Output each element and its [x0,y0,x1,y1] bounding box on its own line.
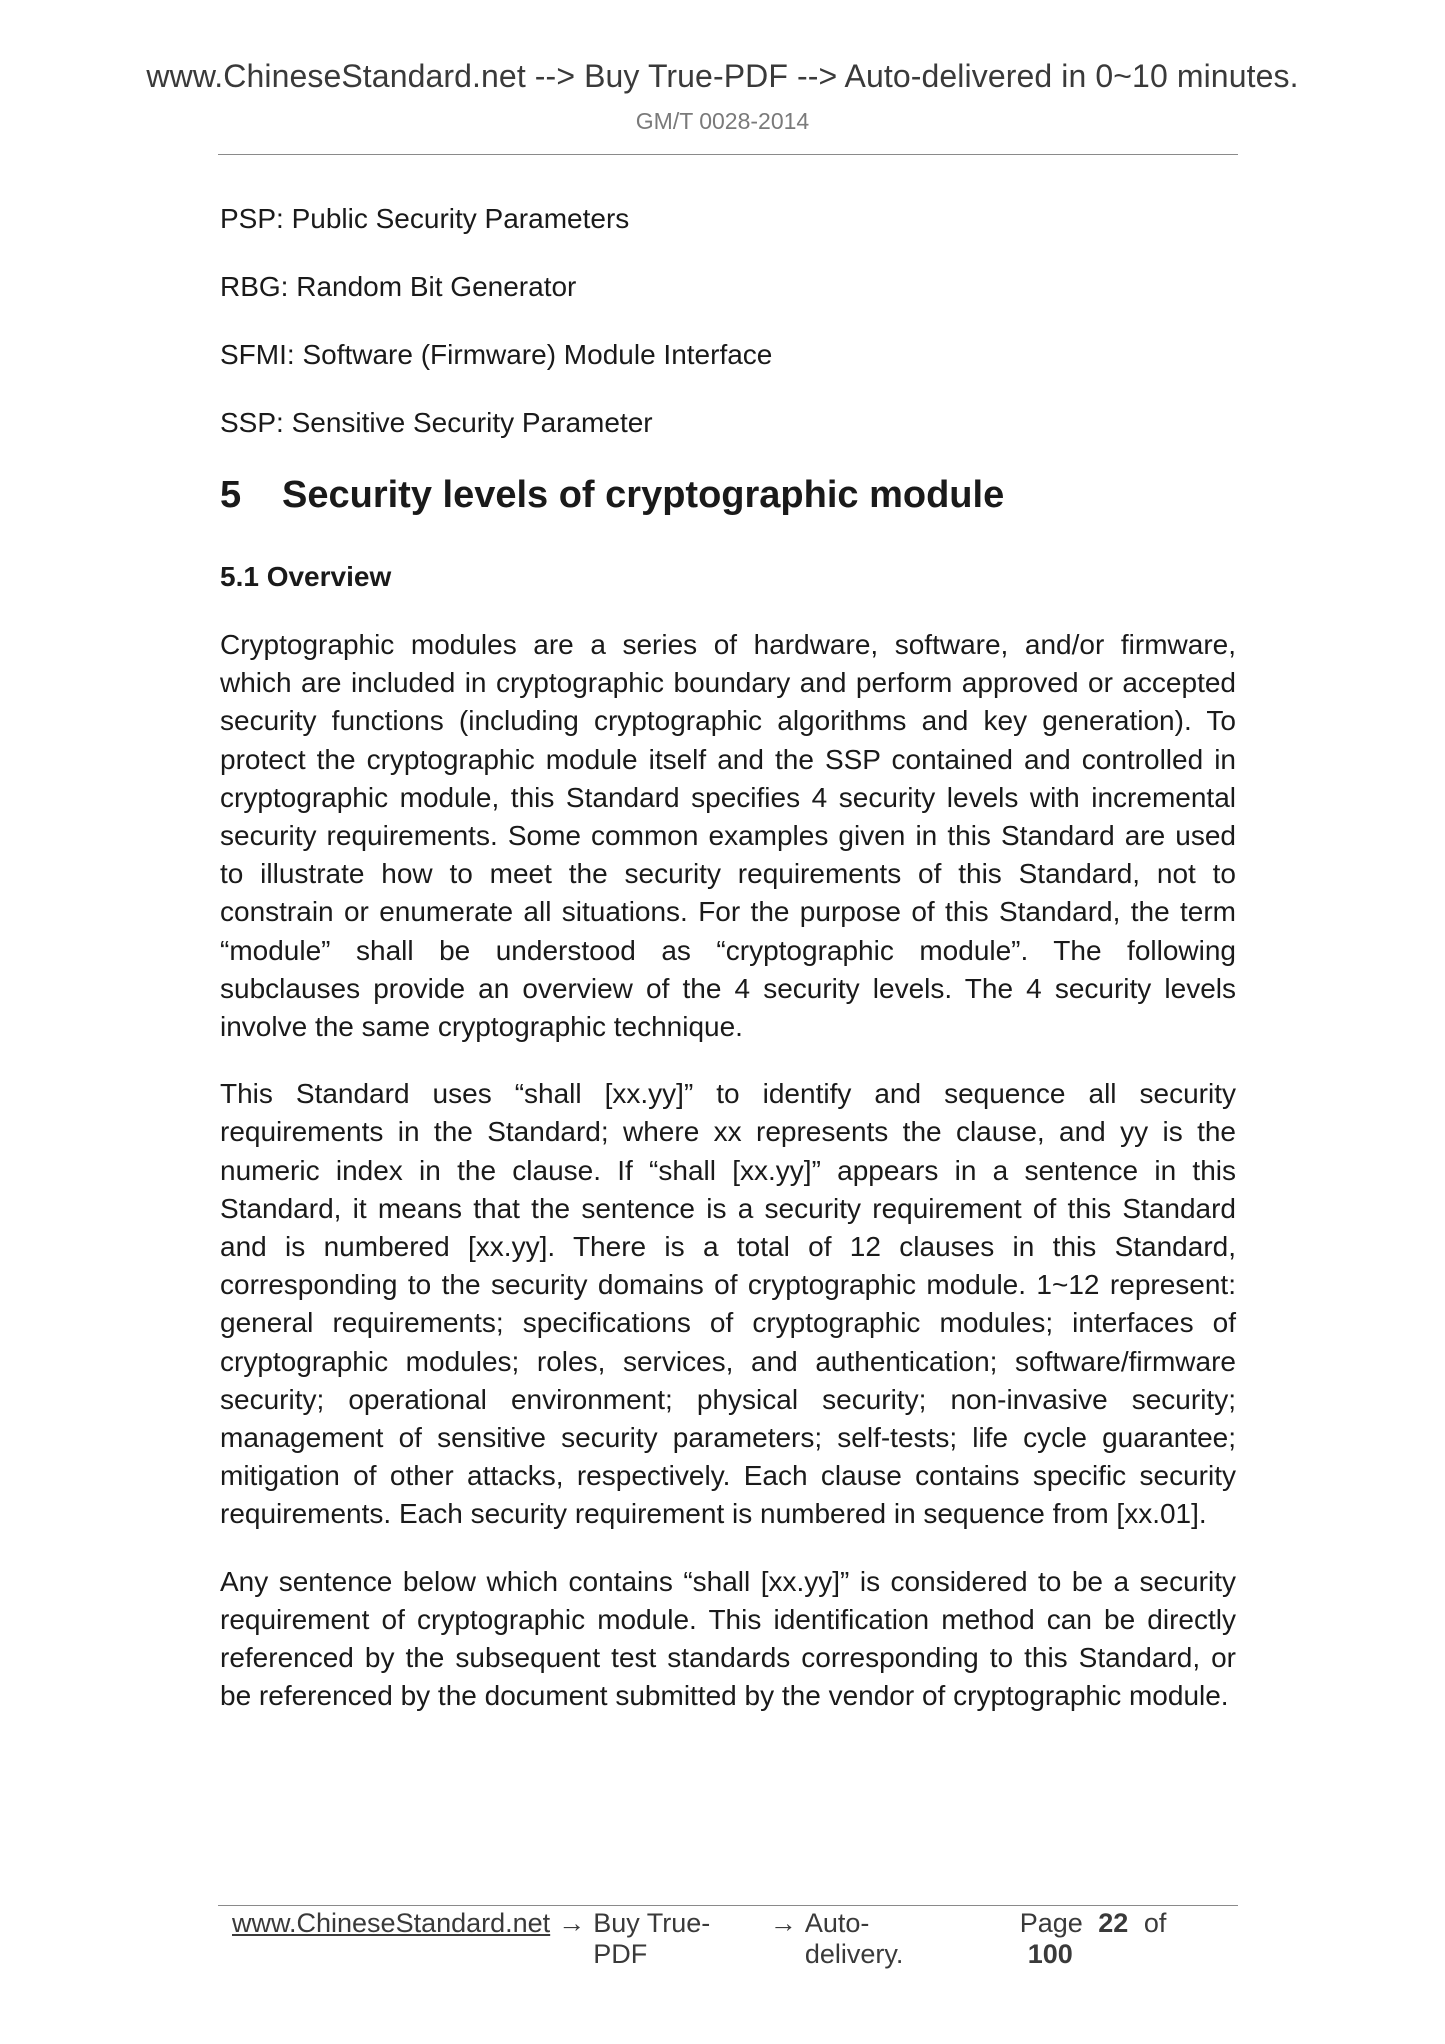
footer-delivery-text: Auto-delivery. [804,1908,904,1969]
page-indicator [1020,1908,1232,1970]
paragraph-overview: Cryptographic modules are a series of hardware, software, and/or firmware, which are included in cryptographic boundary and perform approved or accepted security functions (including cryptographic algorithms and key generation). To protect the cryptographic module itself and the SSP contained and controlled in cryptographic module, this Standard specifies 4 security levels with incremental security requirements. Some common examples given in this Standard are used to illustrate how to meet the security requirements of this Standard, not to constrain or enumerate all situations. For the purpose of this Standard, the term “module” shall be understood as “cryptographic module”. The following subclauses provide an overview of the 4 security levels. The 4 security levels involve the same cryptographic technique. [220,629,1236,1043]
paragraph-numbering: This Standard uses “shall [xx.yy]” to identify and sequence all security requirements in the Standard; where xx represents the clause, and yy is the numeric index in the clause. If “shall [xx.yy]” appears in a sentence in this Standard, it means that the sentence is a security requirement of this Standard and is numbered [xx.yy]. There is a total of 12 clauses in this Standard, corresponding to the security domains of cryptographic module. 1~12 represent: general requirements; specifications of cryptographic modules; interfaces of cryptographic modules; roles, services, and authentication; software/firmware security; operational environment; physical security; non-invasive security; management of sensitive security parameters; self-tests; life cycle guarantee; mitigation of other attacks, respectively. Each clause contains specific security requirements. Each security requirement is numbered in sequence from [xx.01]. [220,1078,1236,1530]
section-number: 5 [220,474,242,516]
paragraph-identification: Any sentence below which contains “shall [xx.yy]” is considered to be a security requirement of cryptographic module. This identification method can be directly referenced by the subsequent test standards corresponding to this Standard, or be referenced by the document submitted by the vendor of cryptographic module. [220,1565,1236,1712]
page-label: Page [1019,1908,1083,1938]
header-divider [218,154,1238,155]
abbreviation-rbg: RBG: Random Bit Generator [220,271,577,302]
abbreviation-psp: PSP: Public Security Parameters [220,203,630,234]
section-heading [220,472,1236,518]
footer-divider [218,1905,1238,1906]
footer-site-link[interactable]: www.ChineseStandard.net [232,1908,551,1938]
page-total: 100 [1027,1939,1073,1969]
subsection-heading: 5.1 Overview [220,561,392,592]
footer-buy-text: Buy True-PDF [593,1908,711,1969]
arrow-right-icon: → [558,1908,586,1938]
document-code: GM/T 0028-2014 [635,108,810,134]
page-of-label: of [1143,1908,1167,1938]
section-title: Security levels of cryptographic module [282,474,1005,516]
header-banner: www.ChineseStandard.net --> Buy True-PDF --> Auto-delivered in 0~10 minutes. [146,58,1299,94]
footer [232,1908,1232,1970]
page-current: 22 [1098,1908,1129,1938]
arrow-right-icon: → [769,1908,797,1938]
abbreviation-sfmi: SFMI: Software (Firmware) Module Interface [220,339,773,370]
page-content [220,200,1236,1744]
abbreviation-ssp: SSP: Sensitive Security Parameter [220,407,653,438]
